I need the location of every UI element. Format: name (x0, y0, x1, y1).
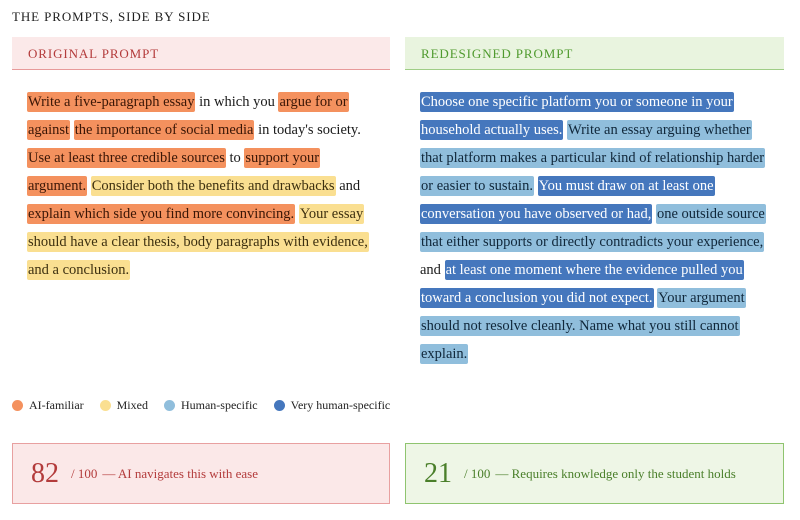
legend-dot-icon (164, 400, 175, 411)
legend-label: Very human-specific (290, 398, 391, 412)
legend-item-human-specific (164, 398, 258, 413)
highlight-ai-familiar: argue for or against (28, 94, 348, 138)
legend-label: Mixed (116, 398, 148, 412)
legend-dot-icon (100, 400, 111, 411)
redesigned-score-denominator: / 100 (464, 465, 491, 481)
highlight-ai-familiar: Write a five-paragraph essay (28, 94, 195, 110)
original-score-value: 82 (31, 457, 59, 489)
highlight-ai-familiar: the importance of social media (74, 122, 254, 138)
highlight-human-specific: Write an essay arguing whether that platform makes a particular kind of relationship harder or easier to sustain. (421, 122, 765, 194)
highlight-very-human-specific: at least one moment where the evidence pulled you toward a conclusion you did not expect. (421, 262, 743, 306)
original-prompt-text (27, 88, 379, 284)
highlight-ai-familiar: Use at least three credible sources (28, 150, 225, 166)
prompt-text-run: and (335, 178, 361, 194)
redesigned-score-description: — Requires knowledge only the student holds (495, 465, 736, 481)
page-title: THE PROMPTS, SIDE BY SIDE (12, 9, 211, 24)
legend-dot-icon (274, 400, 285, 411)
legend-item-ai-familiar (12, 398, 84, 413)
original-score-description: — AI navigates this with ease (102, 465, 258, 481)
highlight-ai-familiar: explain which side you find more convincing. (28, 206, 295, 222)
original-prompt-header: ORIGINAL PROMPT (12, 37, 390, 70)
legend (12, 398, 406, 413)
prompt-text-run: in which you (195, 94, 279, 110)
highlight-very-human-specific: You must draw on at least one conversation you have observed or had, (421, 178, 714, 222)
highlight-human-specific: one outside source that either supports or directly contradicts your experience, (421, 206, 765, 250)
legend-item-very-human-specific (274, 398, 391, 413)
prompt-text-run: to (225, 150, 245, 166)
redesigned-prompt-text (420, 88, 766, 368)
highlight-mixed: Your essay should have a clear thesis, body paragraphs with evidence, and a conclusion. (28, 206, 368, 278)
highlight-ai-familiar: support your argument. (28, 150, 320, 194)
redesigned-score-box (405, 443, 784, 504)
prompt-text-run: and (420, 262, 445, 278)
prompt-text-run: in today's society. (254, 122, 361, 138)
highlight-very-human-specific: Choose one specific platform you or someone in your household actually uses. (421, 94, 733, 138)
redesigned-prompt-header: REDESIGNED PROMPT (405, 37, 784, 70)
highlight-mixed: Consider both the benefits and drawbacks (91, 178, 335, 194)
original-score-box (12, 443, 390, 504)
highlight-human-specific: Your argument should not resolve cleanly. Name what you still cannot explain. (421, 290, 745, 362)
legend-label: AI-familiar (29, 398, 84, 412)
redesigned-score-value: 21 (424, 457, 452, 489)
legend-item-mixed (100, 398, 148, 413)
legend-label: Human-specific (180, 398, 258, 412)
original-score-denominator: / 100 (71, 465, 98, 481)
legend-dot-icon (12, 400, 23, 411)
